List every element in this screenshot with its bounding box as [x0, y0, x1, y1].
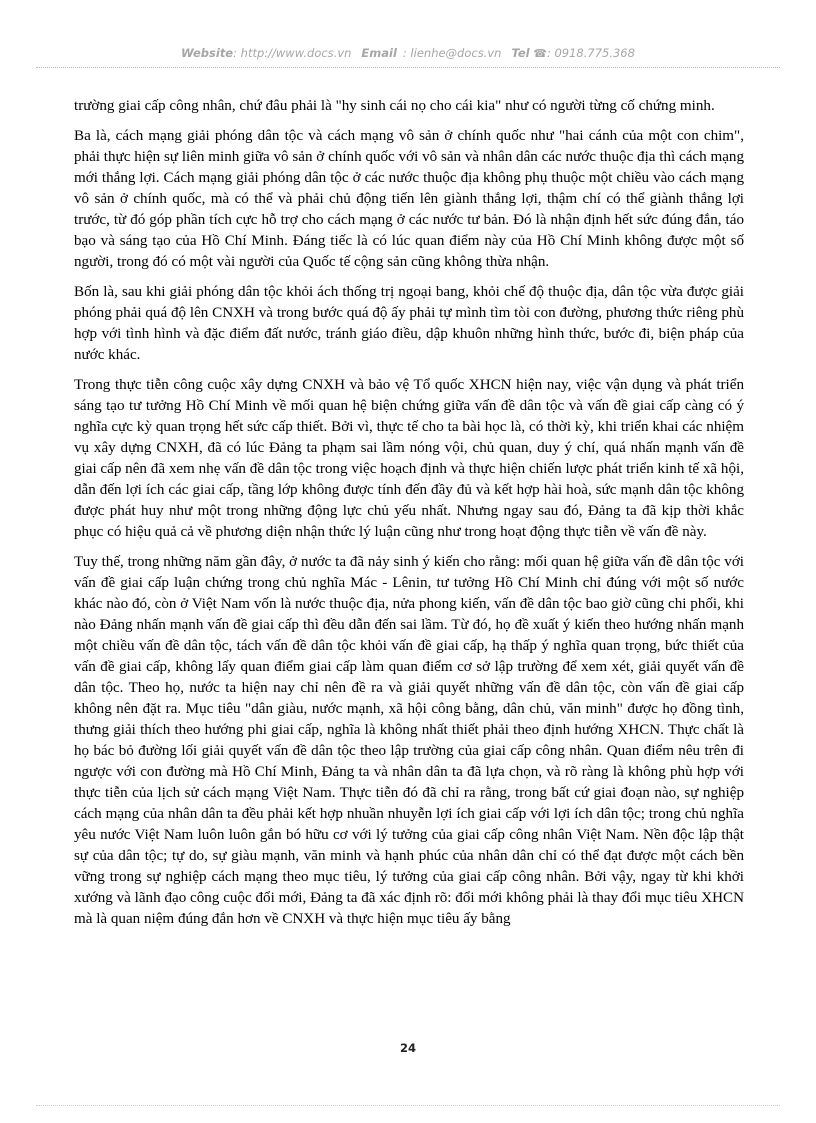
- paragraph: Bốn là, sau khi giải phóng dân tộc khỏi ách thống trị ngoại bang, khỏi chế độ thuộc địa, dân tộc vừa được giải phóng phải quá độ lên CNXH và trong bước quá độ ấy phải tự mình tìm tòi con đường, phương thức riêng phù hợp với tình hình và đặc điểm đất nước, tránh giáo điều, dập khuôn những hình thức, bước đi, biện pháp của nước khác.: [74, 284, 744, 363]
- email-label: Email: [361, 46, 397, 60]
- paragraph: Ba là, cách mạng giải phóng dân tộc và cách mạng vô sản ở chính quốc như "hai cánh của một con chim", phải thực hiện sự liên minh giữa vô sản ở chính quốc với vô sản và nhân dân các nước thuộc địa thì cách mạng mới thắng lợi. Cách mạng giải phóng dân tộc ở các nước thuộc địa không phụ thuộc một chiều vào cách mạng vô sản ở chính quốc, mà có thể và phải chủ động tiến lên giành thắng lợi, thậm chí có thể giành thắng lợi trước, từ đó góp phần tích cực hỗ trợ cho cách mạng ở các nước tư bản. Đó là nhận định hết sức đúng đắn, táo bạo và sáng tạo của Hồ Chí Minh. Đáng tiếc là có lúc quan điểm này của Hồ Chí Minh không được một số người, trong đó có một vài người của Quốc tế cộng sản cũng không thừa nhận.: [74, 128, 744, 270]
- website-url: : http://www.docs.vn: [233, 46, 352, 60]
- paragraph: Trong thực tiễn công cuộc xây dựng CNXH và bảo vệ Tổ quốc XHCN hiện nay, việc vận dụng và phát triển sáng tạo tư tưởng Hồ Chí Minh về mối quan hệ biện chứng giữa vấn đề dân tộc và vấn đề giai cấp càng có ý nghĩa cực kỳ quan trọng hết sức cấp thiết. Bởi vì, thực tế cho ta bài học là, có thời kỳ, khi triển khai các nhiệm vụ xây dựng CNXH, đã có lúc Đảng ta phạm sai lầm nóng vội, chủ quan, duy ý chí, quá nhấn mạnh vấn đề giai cấp nên đã xem nhẹ vấn đề dân tộc trong việc hoạch định và thực hiện chiến lược phát triển kinh tế xã hội, dẫn đến lợi ích các giai cấp, tầng lớp không được tính đến đầy đủ và kết hợp hài hoà, sức mạnh dân tộc không được phát huy như một trong những động lực chủ yếu nhất. Nhưng ngay sau đó, Đảng ta đã kịp thời khắc phục có hiệu quả cả về phương diện nhận thức lý luận cũng như trong hoạt động thực tiễn về vấn đề này.: [74, 377, 744, 540]
- tel-number: : 0918.775.368: [546, 46, 635, 60]
- paragraph: Tuy thế, trong những năm gần đây, ở nước ta đã nảy sinh ý kiến cho rằng: mối quan hệ giữa vấn đề dân tộc với vấn đề giai cấp luận chứng trong chủ nghĩa Mác - Lênin, tư tưởng Hồ Chí Minh chỉ đúng với một số nước khác nào đó, còn ở Việt Nam vốn là nước thuộc địa, nửa phong kiến, vấn đề dân tộc bao giờ cũng chi phối, khi nào Đảng nhấn mạnh vấn đề giai cấp thì đều dẫn đến sai lầm. Từ đó, họ đề xuất ý kiến theo hướng nhấn mạnh một chiều vấn đề dân tộc, tách vấn đề dân tộc khỏi vấn đề giai cấp, hạ thấp ý nghĩa quan trọng, bức thiết của vấn đề giai cấp, không lấy quan điểm giai cấp làm quan điểm cơ sở lập trường để xem xét, giải quyết vấn đề dân tộc. Theo họ, nước ta hiện nay chỉ nên đề ra và giải quyết những vấn đề dân tộc, còn vấn đề giai cấp không nên đặt ra. Mục tiêu "dân giàu, nước mạnh, xã hội công bằng, dân chủ, văn minh" được họ đồng tình, thưng giải thích theo hướng phi giai cấp, nghĩa là không nhất thiết phải theo định hướng XHCN. Thực chất là họ bác bỏ đường lối giải quyết vấn đề dân tộc theo lập trường của giai cấp công nhân. Quan điểm nêu trên đi ngược với con đường mà Hồ Chí Minh, Đảng ta và nhân dân ta đã lựa chọn, và rõ ràng là không phù hợp với thực tiễn của lịch sử cách mạng Việt Nam. Thực tiễn đó đã chỉ ra rằng, trong bất cứ giai đoạn nào, sự nghiệp cách mạng của nhân dân ta đều phải kết hợp nhuần nhuyễn lợi ích giai cấp với lợi ích dân tộc; trong chủ nghĩa yêu nước Việt Nam luôn luôn gắn bó hữu cơ với lý tưởng của giai cấp công nhân Việt Nam. Nền độc lập thật sự của dân tộc; tự do, sự giàu mạnh, văn minh và hạnh phúc của nhân dân chỉ có thể đạt được một cách bền vững trong sự nghiệp cách mạng theo mục tiêu, lý tưởng của giai cấp công nhân. Bởi vậy, ngay từ khi khởi xướng và lãnh đạo công cuộc đổi mới, Đảng ta đã xác định rõ: đổi mới không phải là thay đổi mục tiêu XHCN mà là quan niệm đúng đắn hơn về CNXH và thực hiện mục tiêu ấy bằng: [74, 554, 744, 927]
- body-text: [74, 96, 744, 939]
- website-label: Website: [181, 46, 234, 60]
- phone-icon: ☎: [533, 47, 547, 60]
- tel-label: Tel: [511, 46, 530, 60]
- footer-divider: [36, 1105, 780, 1106]
- header-divider: [36, 67, 780, 68]
- email-address: : lienhe@docs.vn: [402, 46, 502, 60]
- page-number: 24: [399, 1041, 416, 1055]
- paragraph: trường giai cấp công nhân, chứ đâu phải là "hy sinh cái nọ cho cái kia" như có người từng cố chứng minh.: [74, 98, 715, 114]
- page-header: [0, 46, 816, 60]
